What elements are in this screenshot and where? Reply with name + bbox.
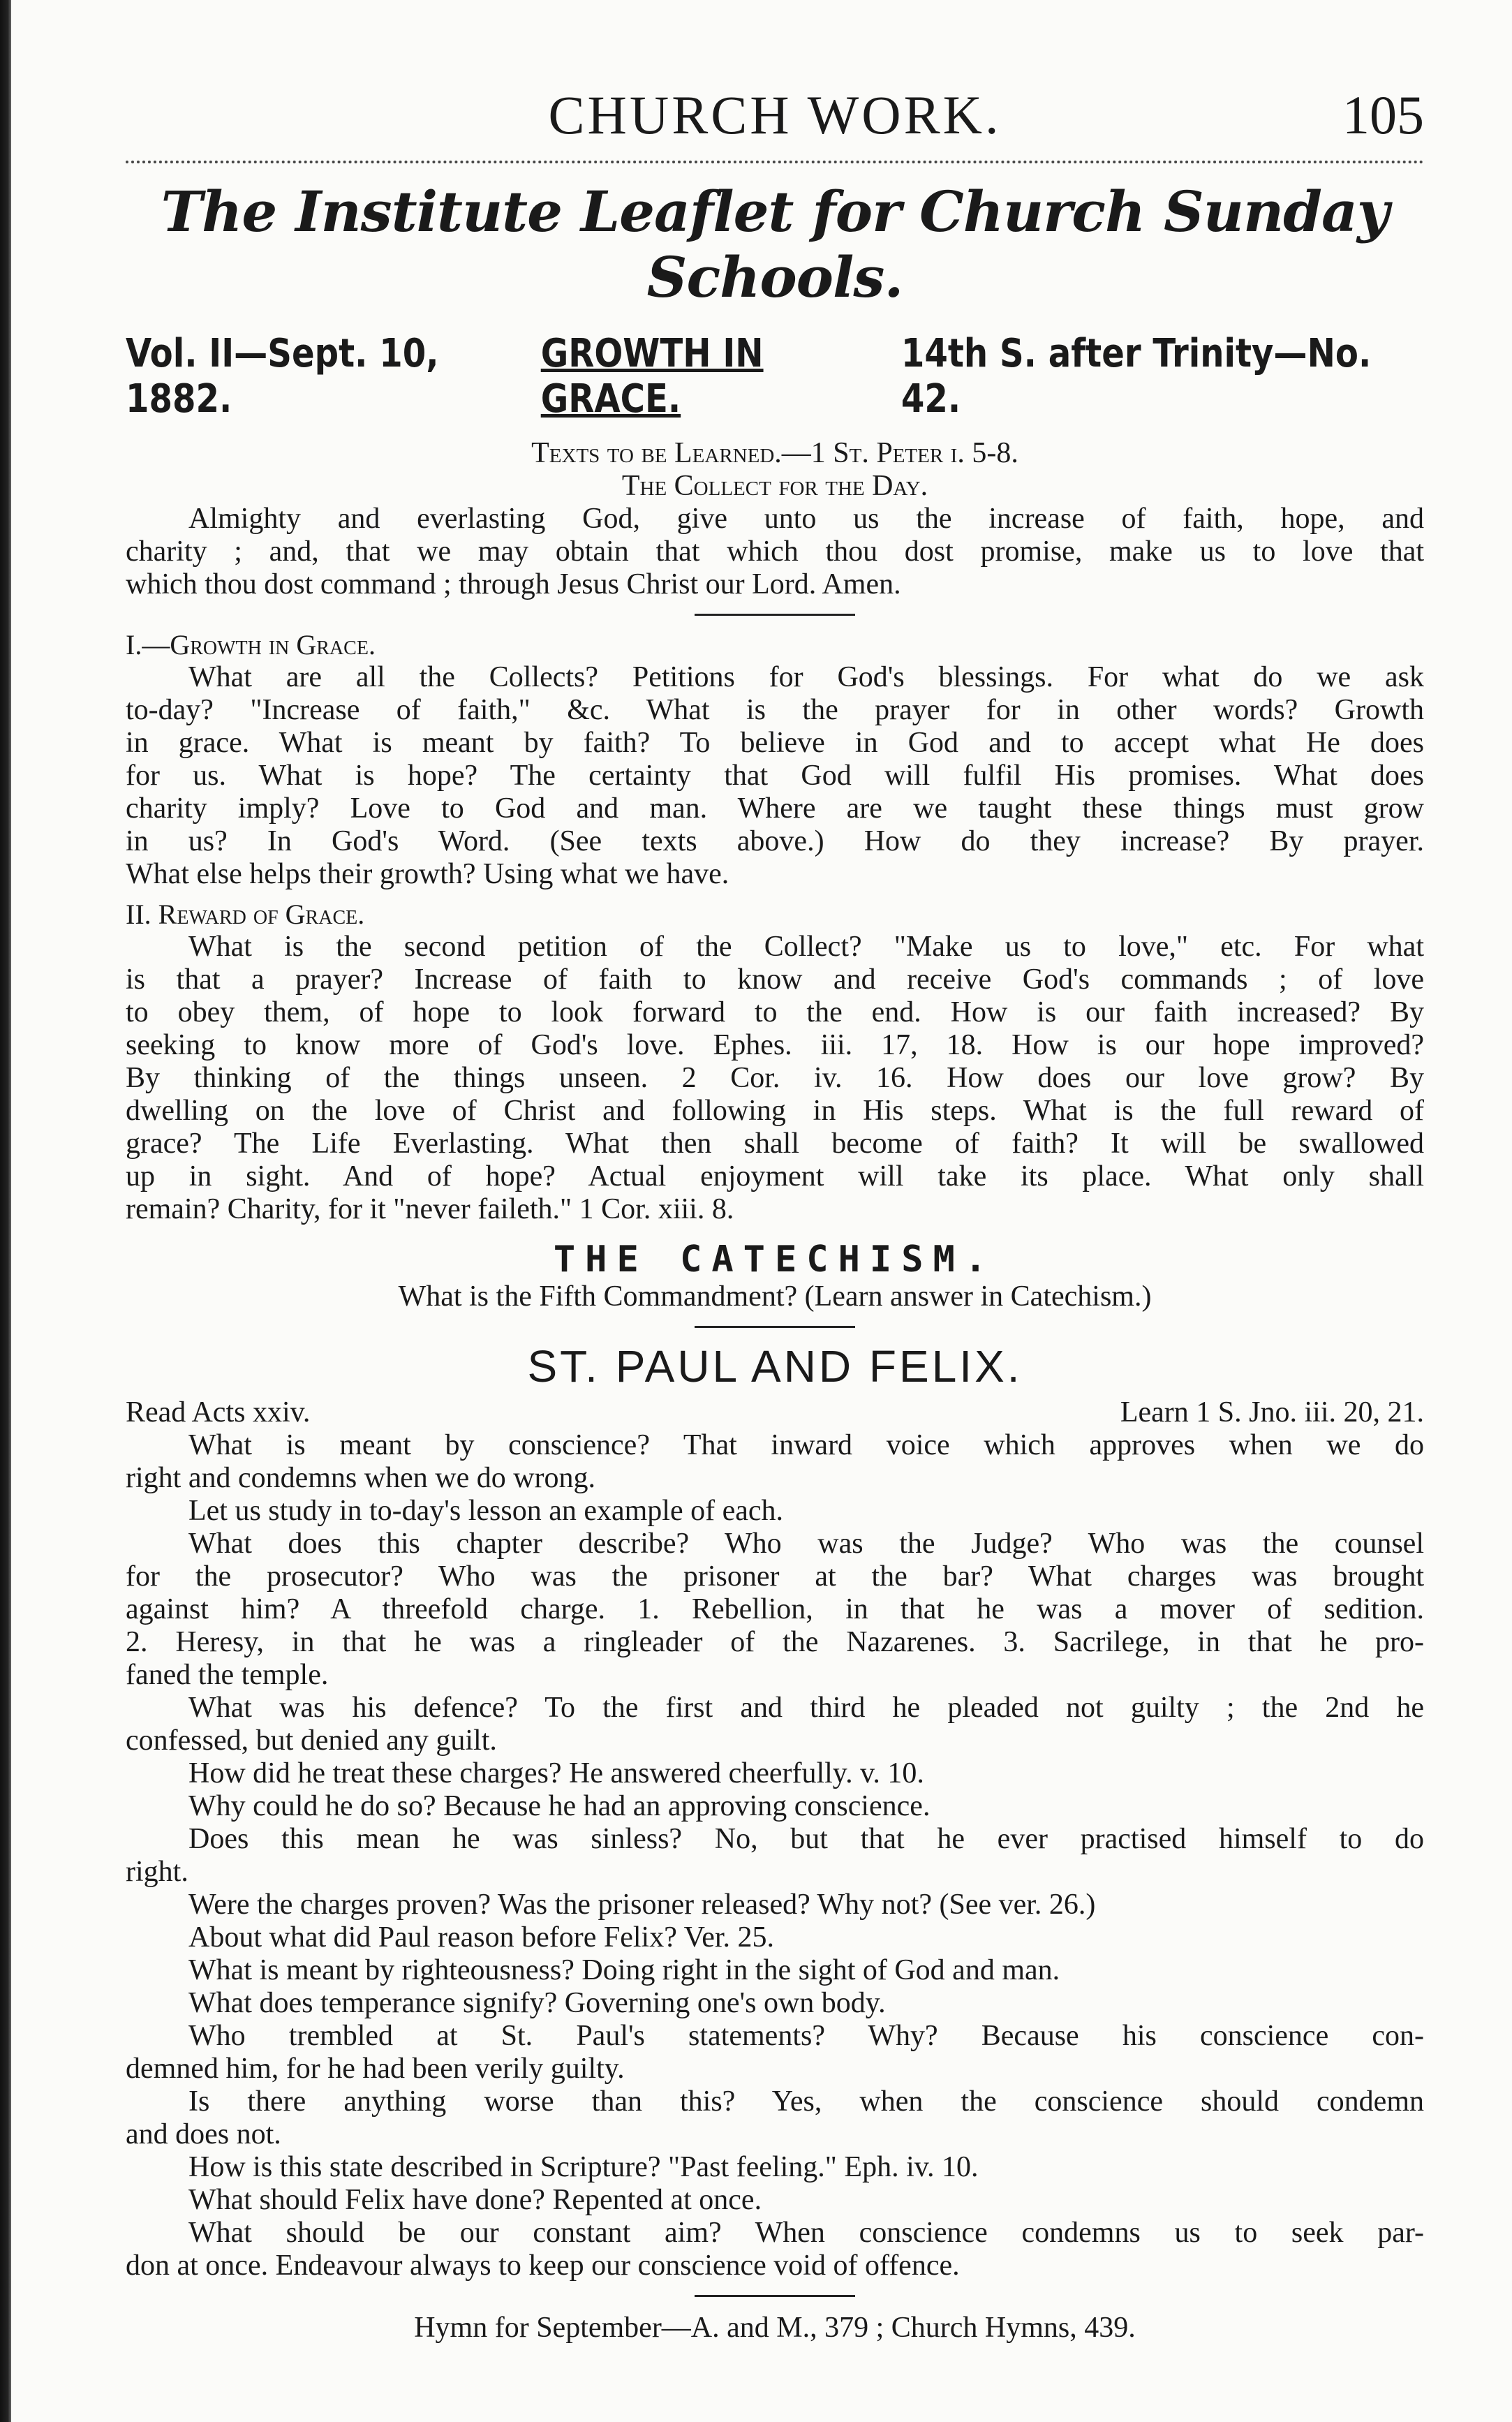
text-line: right. — [126, 1856, 188, 1888]
text-line: How did he treat these charges? He answered cheerfully. v. 10. — [188, 1757, 924, 1789]
text-line: remain? Charity, for it "never faileth." 1 Cor. xiii. 8. — [126, 1193, 734, 1225]
collect-line: Almighty and everlasting God, give unto us the increase of faith, hope, and — [188, 503, 1424, 535]
text-line: and does not. — [126, 2118, 281, 2150]
text-line: grace? The Life Everlasting. What then shall become of faith? It will be swallowed — [126, 1128, 1424, 1160]
volume-date: Vol. II—Sept. 10, 1882. — [126, 331, 439, 422]
section-divider — [695, 2295, 855, 2297]
collect-line: charity ; and, that we may obtain that which thou dost promise, make us to love that — [126, 536, 1424, 568]
page-number: 105 — [1342, 84, 1424, 145]
text-line: charity imply? Love to God and man. Where are we taught these things must grow — [126, 792, 1424, 825]
collect-text — [126, 503, 1424, 601]
text-line: don at once. Endeavour always to keep our conscience void of offence. — [126, 2250, 960, 2282]
text-line: Does this mean he was sinless? No, but that he ever practised himself to do — [188, 1823, 1424, 1855]
sunday-number: 14th S. after Trinity—No. 42. — [900, 331, 1372, 422]
text-line: for us. What is hope? The certainty that God will fulfil His promises. What does — [126, 760, 1424, 792]
issue-line — [126, 331, 1423, 422]
text-line: dwelling on the love of Christ and following in His steps. What is the full reward of — [126, 1095, 1424, 1127]
text-line: What should be our constant aim? When conscience condemns us to seek par- — [188, 2217, 1424, 2249]
text-line: to-day? "Increase of faith," &c. What is the prayer for in other words? Growth — [126, 694, 1424, 726]
section-divider — [695, 614, 855, 616]
text-line: Why could he do so? Because he had an approving conscience. — [188, 1790, 931, 1822]
book-spine-edge — [0, 0, 11, 2422]
hymn-note: Hymn for September—A. and M., 379 ; Church Hymns, 439. — [414, 2312, 1136, 2344]
text-line: in us? In God's Word. (See texts above.) How do they increase? By prayer. — [126, 825, 1424, 857]
text-line: demned him, for he had been verily guilty. — [126, 2053, 625, 2085]
text-line: Is there anything worse than this? Yes, when the conscience should condemn — [188, 2085, 1424, 2118]
leaflet-title: The Institute Leaflet for Church Sunday Schools. — [161, 179, 1389, 310]
felix-title: ST. PAUL AND FELIX. — [527, 1341, 1023, 1391]
text-line: in grace. What is meant by faith? To believe in God and to accept what He does — [126, 727, 1424, 759]
reading-row — [126, 1396, 1424, 1429]
collect-heading: The Collect for the Day. — [621, 470, 928, 502]
text-line: How is this state described in Scripture? "Past feeling." Eph. iv. 10. — [188, 2151, 979, 2183]
reading-assignment: Read Acts xxiv. — [126, 1396, 311, 1428]
text-line: Were the charges proven? Was the prisoner released? Why not? (See ver. 26.) — [188, 1889, 1096, 1921]
magazine-page — [126, 84, 1424, 2402]
section-heading-growth: I.—Growth in Grace. — [126, 629, 376, 660]
text-line: What are all the Collects? Petitions for God's blessings. For what do we ask — [188, 661, 1424, 693]
text-line: What is meant by conscience? That inward voice which approves when we do — [188, 1429, 1424, 1461]
catechism-title: THE CATECHISM. — [553, 1239, 997, 1280]
learning-assignment: Learn 1 S. Jno. iii. 20, 21. — [1120, 1396, 1424, 1428]
text-line: What should Felix have done? Repented at once. — [188, 2184, 762, 2216]
texts-to-be-learned: Texts to be Learned.—1 St. Peter i. 5-8. — [531, 437, 1018, 469]
felix-text — [126, 1429, 1424, 2282]
text-line: Let us study in to-day's lesson an example of each. — [188, 1495, 784, 1527]
text-line: confessed, but denied any guilt. — [126, 1725, 497, 1757]
lesson-topic: GROWTH IN GRACE. — [540, 331, 764, 422]
text-line: seeking to know more of God's love. Ephes. iii. 17, 18. How is our hope improved? — [126, 1029, 1424, 1061]
text-line: to obey them, of hope to look forward to the end. How is our faith increased? By — [126, 996, 1424, 1028]
text-line: What else helps their growth? Using what we have. — [126, 858, 729, 890]
section-reward-text — [126, 931, 1424, 1226]
text-line: against him? A threefold charge. 1. Rebellion, in that he was a mover of sedition. — [126, 1593, 1424, 1625]
text-line: Who trembled at St. Paul's statements? Why? Because his conscience con- — [188, 2020, 1424, 2052]
section-growth-text — [126, 661, 1424, 891]
header-divider — [126, 161, 1424, 163]
text-line: What is meant by righteousness? Doing right in the sight of God and man. — [188, 1954, 1060, 1986]
text-line: What is the second petition of the Collect? "Make us to love," etc. For what — [188, 931, 1424, 963]
text-line: About what did Paul reason before Felix? Ver. 25. — [188, 1921, 775, 1954]
running-title: CHURCH WORK. — [548, 84, 1002, 145]
running-head — [126, 84, 1424, 161]
catechism-question: What is the Fifth Commandment? (Learn answer in Catechism.) — [398, 1280, 1152, 1313]
text-line: 2. Heresy, in that he was a ringleader of the Nazarenes. 3. Sacrilege, in that he pro- — [126, 1626, 1424, 1658]
text-line: By thinking of the things unseen. 2 Cor. iv. 16. How does our love grow? By — [126, 1062, 1424, 1094]
text-line: up in sight. And of hope? Actual enjoyment will take its place. What only shall — [126, 1160, 1424, 1192]
text-line: right and condemns when we do wrong. — [126, 1462, 596, 1494]
text-line: for the prosecutor? Who was the prisoner at the bar? What charges was brought — [126, 1560, 1424, 1593]
section-divider — [695, 1326, 855, 1328]
text-line: is that a prayer? Increase of faith to know and receive God's commands ; of love — [126, 963, 1424, 996]
text-line: faned the temple. — [126, 1659, 329, 1691]
collect-line: which thou dost command ; through Jesus Christ our Lord. Amen. — [126, 568, 901, 600]
text-line: What was his defence? To the first and third he pleaded not guilty ; the 2nd he — [188, 1692, 1424, 1724]
section-heading-reward: II. Reward of Grace. — [126, 899, 365, 930]
text-line: What does temperance signify? Governing one's own body. — [188, 1987, 886, 2019]
text-line: What does this chapter describe? Who was the Judge? Who was the counsel — [188, 1528, 1424, 1560]
